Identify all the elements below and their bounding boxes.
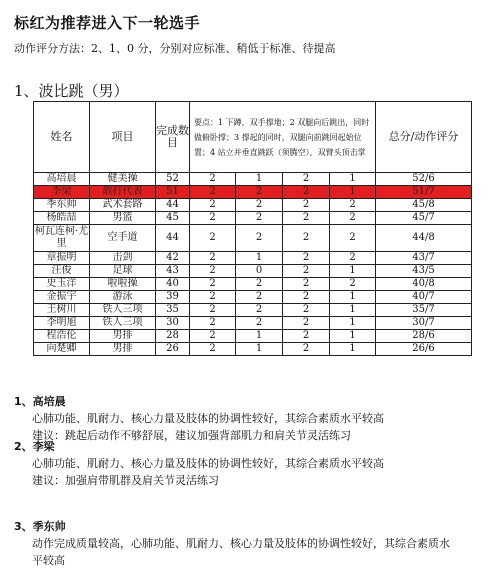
header-count: 完成数目	[156, 102, 190, 173]
cell-total: 52/6	[376, 173, 472, 186]
cell-count: 44	[156, 199, 190, 212]
cell-s2: 2	[236, 199, 283, 212]
cell-s4: 2	[330, 199, 376, 212]
cell-name: 向楚卿	[34, 343, 90, 356]
cell-s2: 1	[236, 252, 283, 265]
table-header-row	[34, 102, 472, 173]
section-heading: 1、波比跳（男）	[14, 82, 129, 100]
note-athlete-name: 3、季东帅	[14, 520, 66, 533]
cell-s1: 2	[190, 317, 236, 330]
cell-s1: 2	[190, 343, 236, 356]
cell-name: 章振明	[34, 252, 90, 265]
cell-count: 39	[156, 291, 190, 304]
table-row	[34, 225, 472, 252]
cell-s1: 2	[190, 330, 236, 343]
cell-s1: 2	[190, 173, 236, 186]
cell-s1: 2	[190, 252, 236, 265]
cell-project: 击剑	[90, 252, 156, 265]
cell-total: 45/8	[376, 199, 472, 212]
cell-s1: 2	[190, 265, 236, 278]
cell-s3: 2	[283, 304, 330, 317]
note-line: 心肺功能、肌耐力、核心力量及肢体的协调性较好，其综合素质水平较高	[32, 412, 384, 425]
cell-s3: 2	[283, 225, 330, 252]
note-line: 动作完成质量较高，心肺功能、肌耐力、核心力量及肢体的协调性较好，其综合素质水	[32, 537, 450, 550]
table-row	[34, 330, 472, 343]
table-row	[34, 278, 472, 291]
cell-project: 武术套路	[90, 199, 156, 212]
cell-s2: 2	[236, 225, 283, 252]
cell-name: 金振宇	[34, 291, 90, 304]
table-row	[34, 343, 472, 356]
note-athlete-name: 1、高培晨	[14, 395, 66, 408]
cell-count: 40	[156, 278, 190, 291]
cell-project: 男排	[90, 330, 156, 343]
cell-s4: 1	[330, 304, 376, 317]
table-row	[34, 212, 472, 225]
page-title: 标红为推荐进入下一轮选手	[14, 14, 201, 32]
table-row-highlighted	[34, 186, 472, 199]
note-athlete-name: 2、李梁	[14, 440, 55, 453]
cell-total: 40/8	[376, 278, 472, 291]
cell-project: 空手道	[90, 225, 156, 252]
cell-s3: 2	[283, 330, 330, 343]
cell-name: 程浩伦	[34, 330, 90, 343]
table-row	[34, 304, 472, 317]
cell-count: 52	[156, 173, 190, 186]
header-requirements: 要点：1 下蹲，双手撑地；2 双腿向后跳出，同时做俯卧撑；3 撑起的同时，双腿向前跳回起始位置；4 站立并垂直跳跃（须腾空），双臂头顶击掌	[190, 102, 376, 173]
athlete-note	[14, 438, 384, 489]
note-line: 心肺功能、肌耐力、核心力量及肢体的协调性较好，其综合素质水平较高	[32, 457, 384, 470]
cell-s2: 1	[236, 343, 283, 356]
cell-s1: 2	[190, 212, 236, 225]
cell-count: 45	[156, 212, 190, 225]
cell-total: 28/6	[376, 330, 472, 343]
athlete-note	[14, 393, 384, 444]
cell-s4: 1	[330, 186, 376, 199]
cell-total: 44/8	[376, 225, 472, 252]
cell-project: 散打代表	[90, 186, 156, 199]
table-row	[34, 291, 472, 304]
cell-total: 30/7	[376, 317, 472, 330]
cell-project: 男排	[90, 343, 156, 356]
table-row	[34, 317, 472, 330]
cell-s2: 2	[236, 317, 283, 330]
cell-count: 43	[156, 265, 190, 278]
cell-project: 健美操	[90, 173, 156, 186]
cell-project: 男篮	[90, 212, 156, 225]
cell-s4: 1	[330, 173, 376, 186]
table-row	[34, 265, 472, 278]
cell-s1: 2	[190, 186, 236, 199]
cell-name: 柯瓦连柯·尤里	[34, 225, 90, 252]
cell-s3: 2	[283, 199, 330, 212]
cell-total: 43/5	[376, 265, 472, 278]
cell-count: 42	[156, 252, 190, 265]
note-line: 建议：加强肩带肌群及肩关节灵活练习	[32, 474, 219, 487]
cell-s1: 2	[190, 199, 236, 212]
cell-s1: 2	[190, 291, 236, 304]
cell-s2: 0	[236, 265, 283, 278]
cell-s4: 2	[330, 278, 376, 291]
cell-total: 45/7	[376, 212, 472, 225]
cell-count: 30	[156, 317, 190, 330]
header-name: 姓名	[34, 102, 90, 173]
note-line: 建议：跳起后动作不够舒展，建议加强背部肌力和肩关节灵活练习	[32, 429, 351, 442]
cell-total: 43/7	[376, 252, 472, 265]
cell-name: 高培晨	[34, 173, 90, 186]
cell-project: 足球	[90, 265, 156, 278]
table-row	[34, 173, 472, 186]
header-project: 项目	[90, 102, 156, 173]
cell-s2: 2	[236, 304, 283, 317]
score-table	[33, 101, 472, 356]
cell-project: 铁人三项	[90, 304, 156, 317]
cell-s4: 2	[330, 225, 376, 252]
cell-s4: 1	[330, 317, 376, 330]
cell-count: 26	[156, 343, 190, 356]
cell-name: 李明旭	[34, 317, 90, 330]
cell-s3: 2	[283, 278, 330, 291]
cell-s3: 2	[283, 186, 330, 199]
cell-s3: 2	[283, 212, 330, 225]
cell-s1: 2	[190, 304, 236, 317]
cell-project: 铁人三项	[90, 317, 156, 330]
cell-name: 史玉洋	[34, 278, 90, 291]
cell-s4: 1	[330, 291, 376, 304]
cell-total: 26/6	[376, 343, 472, 356]
cell-project: 游泳	[90, 291, 156, 304]
cell-s2: 2	[236, 278, 283, 291]
cell-s3: 2	[283, 265, 330, 278]
cell-total: 35/7	[376, 304, 472, 317]
cell-s3: 2	[283, 343, 330, 356]
cell-name: 杨皓喆	[34, 212, 90, 225]
cell-s2: 2	[236, 291, 283, 304]
cell-s3: 2	[283, 173, 330, 186]
cell-s2: 1	[236, 173, 283, 186]
cell-count: 44	[156, 225, 190, 252]
header-total: 总分/动作评分	[376, 102, 472, 173]
cell-count: 28	[156, 330, 190, 343]
cell-s1: 2	[190, 225, 236, 252]
cell-s3: 2	[283, 291, 330, 304]
cell-project: 啦啦操	[90, 278, 156, 291]
cell-s1: 2	[190, 278, 236, 291]
cell-name: 汪俊	[34, 265, 90, 278]
note-line: 平较高	[32, 554, 65, 567]
table-row	[34, 252, 472, 265]
cell-name: 王树川	[34, 304, 90, 317]
cell-s4: 2	[330, 252, 376, 265]
cell-name: 李梁	[34, 186, 90, 199]
cell-s4: 2	[330, 212, 376, 225]
cell-s3: 2	[283, 252, 330, 265]
cell-name: 季东帅	[34, 199, 90, 212]
cell-s2: 1	[236, 330, 283, 343]
cell-s4: 1	[330, 330, 376, 343]
cell-total: 51/7	[376, 186, 472, 199]
cell-s2: 2	[236, 212, 283, 225]
scoring-method: 动作评分方法：2、1、0 分，分别对应标准、稍低于标准、待提高	[14, 42, 336, 55]
cell-s2: 2	[236, 186, 283, 199]
cell-count: 35	[156, 304, 190, 317]
cell-s4: 1	[330, 343, 376, 356]
cell-count: 51	[156, 186, 190, 199]
cell-total: 40/7	[376, 291, 472, 304]
cell-s3: 2	[283, 317, 330, 330]
cell-s4: 1	[330, 265, 376, 278]
table-row	[34, 199, 472, 212]
athlete-note	[14, 518, 450, 569]
